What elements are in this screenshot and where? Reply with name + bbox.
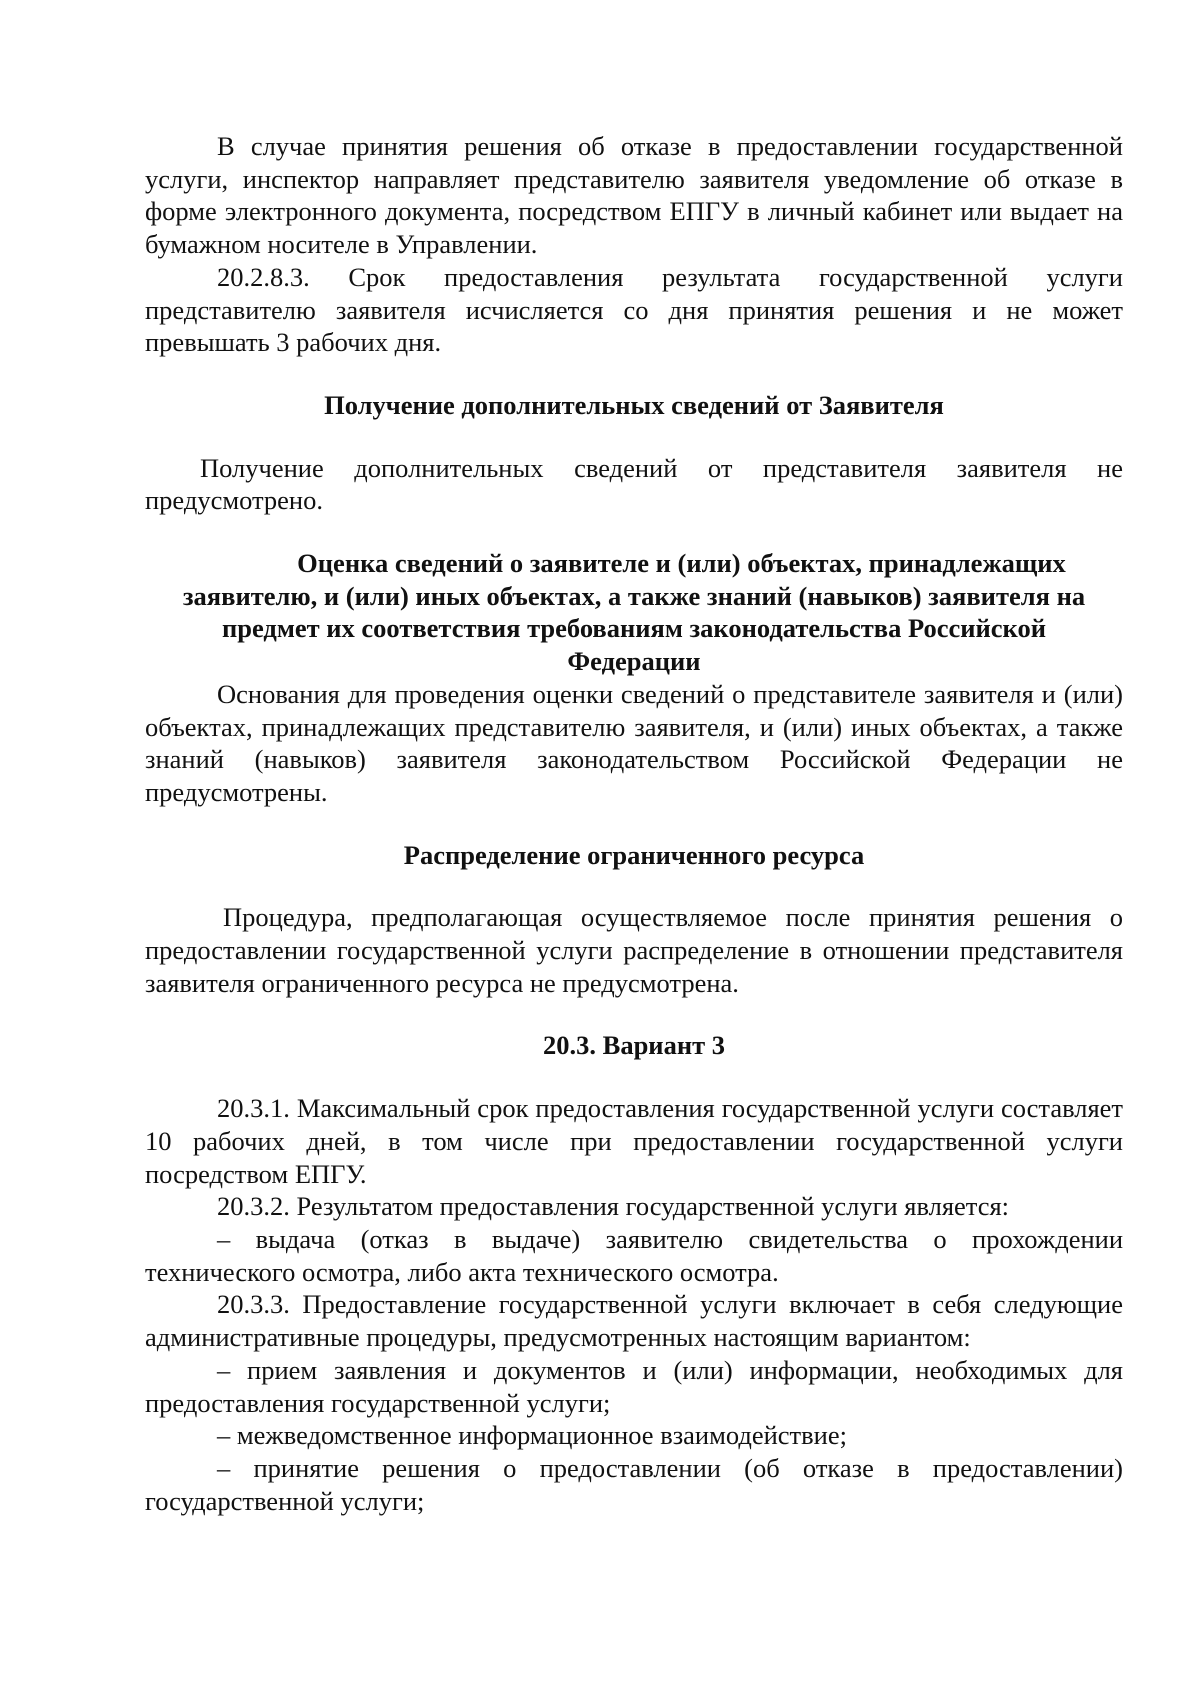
heading-assessment: Оценка сведений о заявителе и (или) объектах, принадлежащих заявителю, и (или) иных объектах, а также знаний (навыков) заявителя на предмет их соответствия требованиям законодательства Российской Федерации — [182, 548, 1086, 677]
document-page — [145, 130, 1123, 1517]
paragraph-20-3-3: 20.3.3. Предоставление государственной услуги включает в себя следующие административные процедуры, предусмотренных настоящим вариантом: — [145, 1289, 1123, 1353]
list-item-procedure-1: – прием заявления и документов и (или) информации, необходимых для предоставления государственной услуги; — [145, 1354, 1123, 1418]
list-item-procedure-2: – межведомственное информационное взаимодействие; — [217, 1420, 847, 1451]
heading-resource: Распределение ограниченного ресурса — [403, 839, 865, 870]
paragraph-resource: Процедура, предполагающая осуществляемое после принятия решения о предоставлении государственной услуги распределение в отношении представителя заявителя ограниченного ресурса не предусмотрена. — [145, 902, 1123, 998]
heading-variant-3: 20.3. Вариант 3 — [543, 1030, 725, 1061]
paragraph-20-3-2: 20.3.2. Результатом предоставления государственной услуги является: — [217, 1191, 1010, 1222]
paragraph-assessment: Основания для проведения оценки сведений о представителе заявителя и (или) объектах, принадлежащих представителю заявителя, и (или) иных объектах, а также знаний (навыков) заявителя законодательством Российской Федерации не предусмотрены. — [145, 678, 1123, 807]
paragraph-20-2-8-3: 20.2.8.3. Срок предоставления результата государственной услуги представителю заявителя исчисляется со дня принятия решения и не может превышать 3 рабочих дня. — [145, 261, 1123, 358]
heading-additional-info: Получение дополнительных сведений от Заявителя — [324, 389, 944, 420]
list-item-result: – выдача (отказ в выдаче) заявителю свидетельства о прохождении технического осмотра, либо акта технического осмотра. — [145, 1223, 1123, 1287]
paragraph-refusal-notice: В случае принятия решения об отказе в предоставлении государственной услуги, инспектор направляет представителю заявителя уведомление об отказе в форме электронного документа, посредством ЕПГУ в личный кабинет или выдает на бумажном носителе в Управлении. — [145, 131, 1123, 260]
paragraph-20-3-1: 20.3.1. Максимальный срок предоставления государственной услуги составляет 10 рабочих дней, в том числе при предоставлении государственной услуги посредством ЕПГУ. — [145, 1093, 1123, 1189]
paragraph-additional-info: Получение дополнительных сведений от представителя заявителя не предусмотрено. — [145, 452, 1123, 516]
list-item-procedure-3: – принятие решения о предоставлении (об отказе в предоставлении) государственной услуги; — [145, 1452, 1123, 1516]
